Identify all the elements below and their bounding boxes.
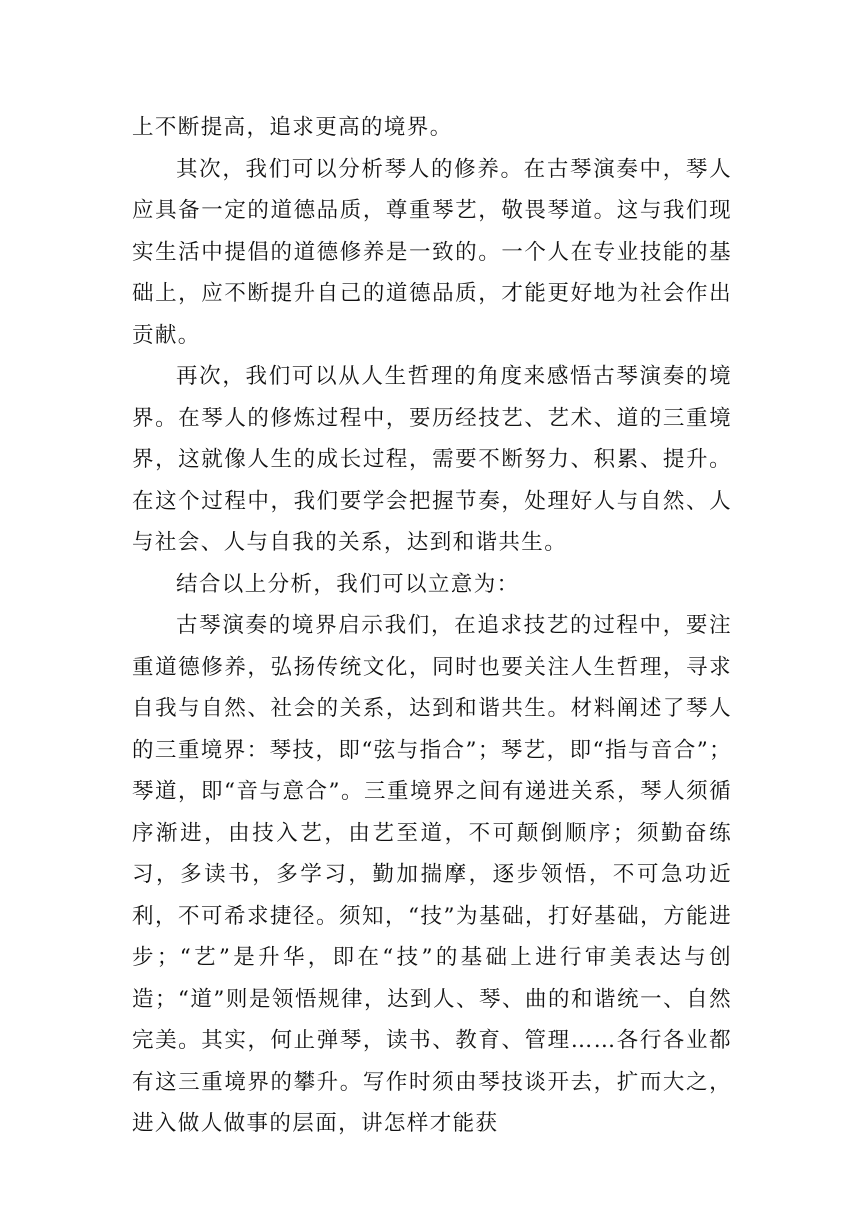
paragraph-conclusion-intro: 结合以上分析，我们可以立意为：	[176, 571, 520, 597]
paragraph-philosophy: 再次，我们可以从人生哲理的角度来感悟古琴演奏的境界。在琴人的修炼过程中，要历经技艺、艺术、道的三重境界，这就像人生的成长过程，需要不断努力、积累、提升。在这个过程中，我们要学会把握节奏，处理好人与自然、人与社会、人与自我的关系，达到和谐共生。	[132, 364, 732, 555]
paragraph-thesis: 古琴演奏的境界启示我们，在追求技艺的过程中，要注重道德修养，弘扬传统文化，同时也要关注人生哲理，寻求自我与自然、社会的关系，达到和谐共生。材料阐述了琴人的三重境界：琴技，即“弦与指合”；琴艺，即“指与音合”；琴道，即“音与意合”。三重境界之间有递进关系，琴人须循序渐进，由技入艺，由艺至道，不可颠倒顺序；须勤奋练习，多读书，多学习，勤加揣摩，逐步领悟，不可急功近利，不可希求捷径。须知，“技”为基础，打好基础，方能进步；“艺”是升华，即在“技”的基础上进行审美表达与创造；“道”则是领悟规律，达到人、琴、曲的和谐统一、自然完美。其实，何止弹琴，读书、教育、管理……各行各业都有这三重境界的攀升。写作时须由琴技谈开去，扩而大之，进入做人做事的层面，讲怎样才能获	[132, 613, 732, 1136]
document-body	[132, 107, 732, 1145]
paragraph-cultivation: 其次，我们可以分析琴人的修养。在古琴演奏中，琴人应具备一定的道德品质，尊重琴艺，敬畏琴道。这与我们现实生活中提倡的道德修养是一致的。一个人在专业技能的基础上，应不断提升自己的道德品质，才能更好地为社会作出贡献。	[132, 156, 732, 348]
paragraph-continuation: 上不断提高，追求更高的境界。	[132, 115, 453, 140]
